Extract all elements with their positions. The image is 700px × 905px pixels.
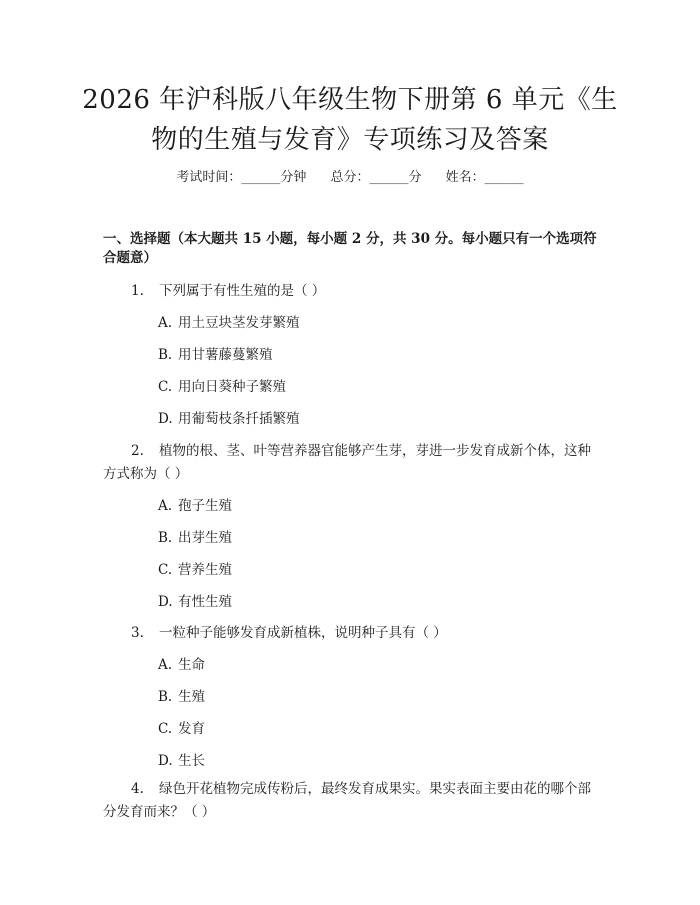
question-4 [103, 780, 603, 822]
option-3b [158, 688, 205, 707]
question-text-continued: 分发育而来？（ ） [103, 804, 216, 820]
option-text: 孢子生殖 [178, 498, 232, 514]
option-letter: B. [158, 530, 173, 546]
option-letter: A. [158, 657, 173, 673]
option-letter: C. [158, 562, 173, 578]
option-letter: B. [158, 689, 173, 705]
section-heading-line-1: 一、选择题（本大题共 15 小题，每小题 2 分，共 30 分。每小题只有一个选项符 [103, 231, 597, 247]
option-text: 用葡萄枝条扦插繁殖 [178, 411, 300, 427]
option-2b [158, 529, 232, 548]
student-name-field: 姓名：______ [445, 170, 524, 185]
option-text: 用土豆块茎发芽繁殖 [178, 315, 300, 331]
option-text: 发育 [178, 721, 205, 737]
question-number: 4. [131, 781, 144, 797]
question-2 [103, 442, 603, 484]
question-3 [103, 624, 603, 643]
question-text: 植物的根、茎、叶等营养器官能够产生芽，芽进一步发育成新个体，这种 [159, 443, 591, 459]
option-letter: D. [158, 753, 173, 769]
option-text: 出芽生殖 [178, 530, 232, 546]
option-3a [158, 656, 205, 675]
total-score-field: 总分：______分 [330, 170, 422, 185]
option-3c [158, 720, 205, 739]
option-3d [158, 752, 205, 771]
option-letter: C. [158, 721, 173, 737]
question-number: 2. [131, 443, 144, 459]
option-1d [158, 410, 300, 429]
option-2a [158, 497, 232, 516]
option-text: 生命 [178, 657, 205, 673]
question-text: 绿色开花植物完成传粉后，最终发育成果实。果实表面主要由花的哪个部 [159, 781, 591, 797]
option-text: 用向日葵种子繁殖 [178, 379, 286, 395]
option-1b [158, 346, 273, 365]
option-letter: D. [158, 594, 173, 610]
option-2d [158, 593, 232, 612]
option-1a [158, 314, 300, 333]
option-text: 用甘薯藤蔓繁殖 [178, 347, 273, 363]
question-number: 3. [131, 625, 144, 641]
question-text-continued: 方式称为（ ） [103, 466, 189, 482]
option-text: 有性生殖 [178, 594, 232, 610]
option-letter: A. [158, 498, 173, 514]
option-2c [158, 561, 232, 580]
option-letter: A. [158, 315, 173, 331]
option-text: 营养生殖 [178, 562, 232, 578]
question-text: 一粒种子能够发育成新植株，说明种子具有（ ） [159, 625, 447, 641]
page-title-line-2: 物的生殖与发育》专项练习及答案 [151, 125, 549, 155]
page-title-line-1: 2026 年沪科版八年级生物下册第 6 单元《生 [82, 85, 618, 115]
option-letter: C. [158, 379, 173, 395]
exam-time-field: 考试时间：______分钟 [176, 170, 307, 185]
question-text: 下列属于有性生殖的是（ ） [159, 283, 326, 299]
exam-info-row [0, 168, 700, 188]
option-letter: D. [158, 411, 173, 427]
question-number: 1. [131, 283, 144, 299]
option-letter: B. [158, 347, 173, 363]
section-heading-line-2: 合题意） [103, 250, 157, 266]
question-1 [103, 282, 603, 301]
option-text: 生长 [178, 753, 205, 769]
section-heading [103, 230, 603, 268]
option-1c [158, 378, 286, 397]
option-text: 生殖 [178, 689, 205, 705]
